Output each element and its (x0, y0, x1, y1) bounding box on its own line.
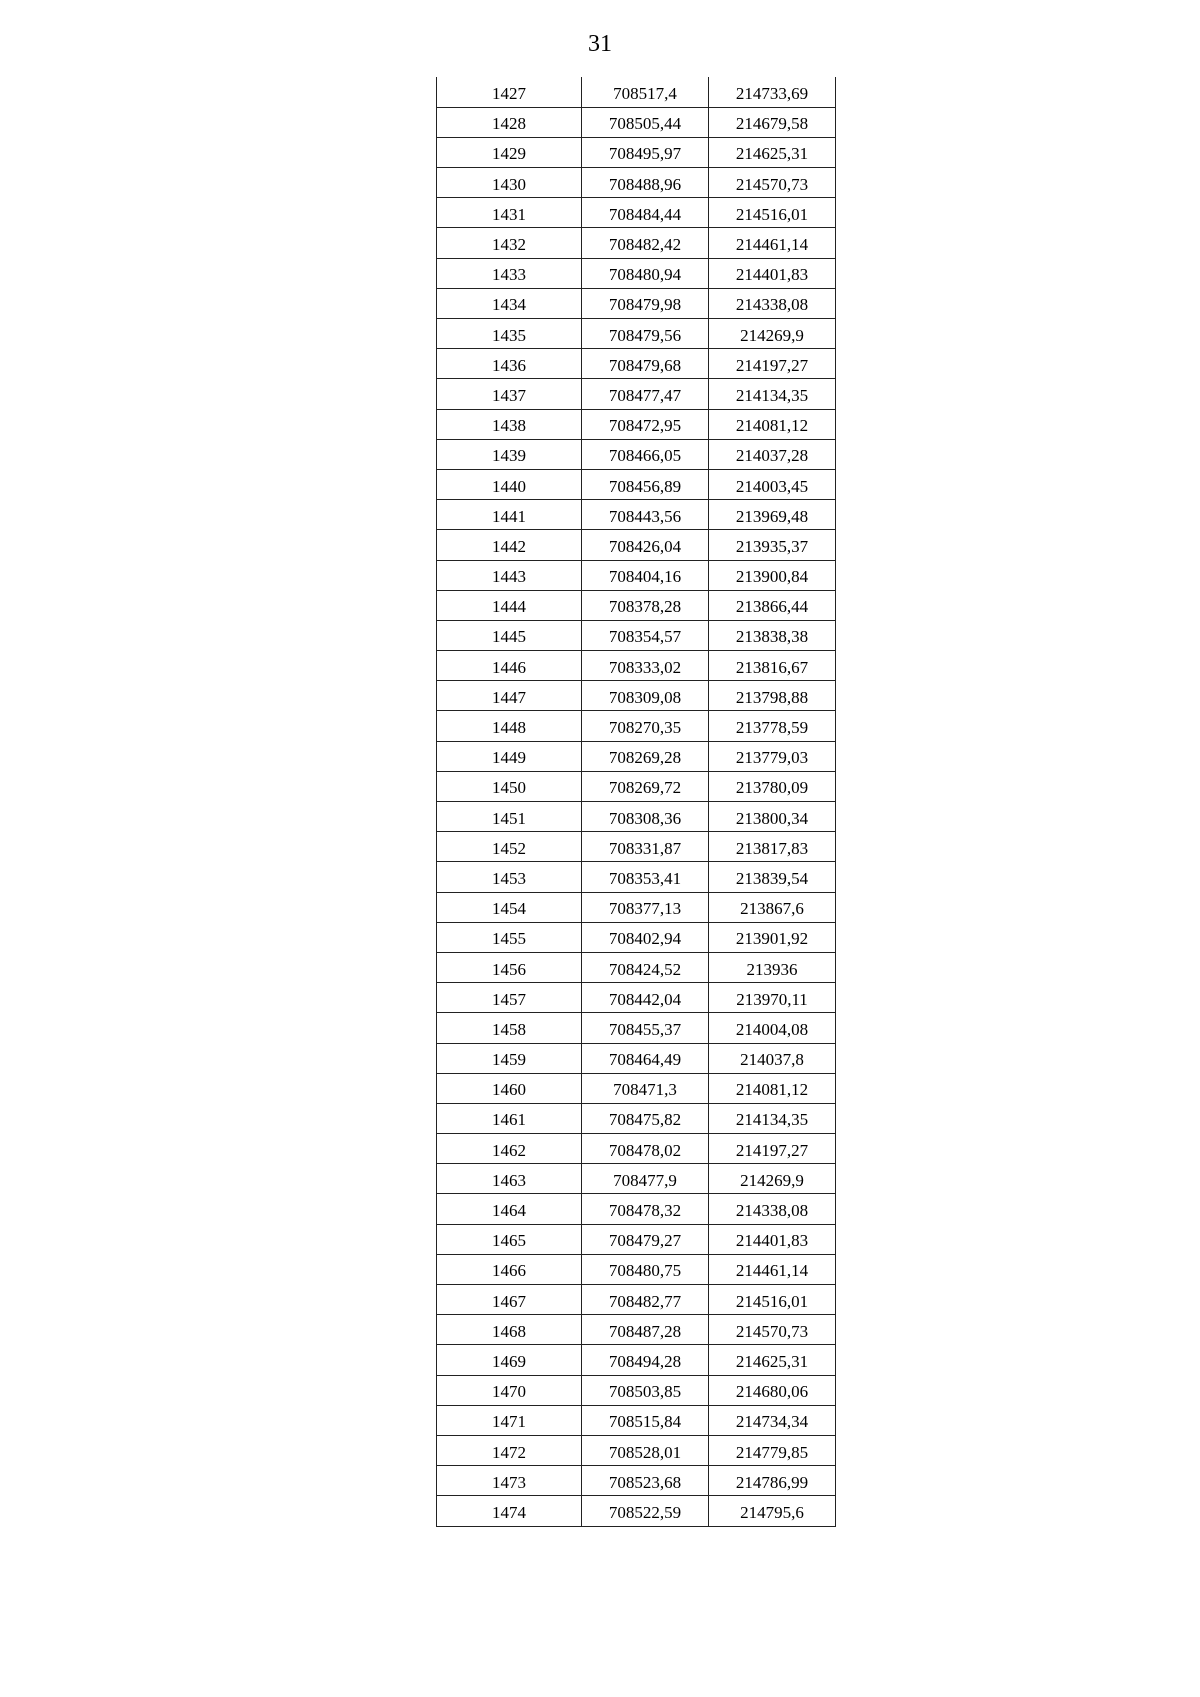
y-coordinate-cell: 214734,34 (709, 1405, 836, 1435)
x-coordinate-cell: 708482,77 (582, 1285, 709, 1315)
x-coordinate-cell: 708488,96 (582, 168, 709, 198)
x-coordinate-cell: 708495,97 (582, 137, 709, 167)
point-number-cell: 1435 (437, 319, 582, 349)
table-row (437, 77, 836, 107)
y-coordinate-cell: 214197,27 (709, 349, 836, 379)
point-number-cell: 1450 (437, 771, 582, 801)
y-coordinate-cell: 214338,08 (709, 1194, 836, 1224)
point-number-cell: 1434 (437, 288, 582, 318)
y-coordinate-cell: 213798,88 (709, 681, 836, 711)
table-row (437, 319, 836, 349)
y-coordinate-cell: 213800,34 (709, 802, 836, 832)
x-coordinate-cell: 708466,05 (582, 439, 709, 469)
table-row (437, 288, 836, 318)
y-coordinate-cell: 214134,35 (709, 1103, 836, 1133)
point-number-cell: 1432 (437, 228, 582, 258)
y-coordinate-cell: 214625,31 (709, 1345, 836, 1375)
table-row (437, 137, 836, 167)
point-number-cell: 1452 (437, 832, 582, 862)
y-coordinate-cell: 213780,09 (709, 771, 836, 801)
x-coordinate-cell: 708494,28 (582, 1345, 709, 1375)
x-coordinate-cell: 708378,28 (582, 590, 709, 620)
x-coordinate-cell: 708442,04 (582, 983, 709, 1013)
x-coordinate-cell: 708480,94 (582, 258, 709, 288)
y-coordinate-cell: 214197,27 (709, 1134, 836, 1164)
x-coordinate-cell: 708309,08 (582, 681, 709, 711)
point-number-cell: 1474 (437, 1496, 582, 1526)
table-row (437, 892, 836, 922)
table-row (437, 741, 836, 771)
y-coordinate-cell: 213936 (709, 952, 836, 982)
point-number-cell: 1446 (437, 651, 582, 681)
y-coordinate-cell: 214401,83 (709, 258, 836, 288)
point-number-cell: 1445 (437, 620, 582, 650)
table-row (437, 469, 836, 499)
table-row (437, 349, 836, 379)
y-coordinate-cell: 214461,14 (709, 1254, 836, 1284)
table-row (437, 107, 836, 137)
y-coordinate-cell: 213838,38 (709, 620, 836, 650)
table-row (437, 651, 836, 681)
table-row (437, 409, 836, 439)
y-coordinate-cell: 213867,6 (709, 892, 836, 922)
y-coordinate-cell: 214401,83 (709, 1224, 836, 1254)
point-number-cell: 1472 (437, 1435, 582, 1465)
x-coordinate-cell: 708269,72 (582, 771, 709, 801)
page-number: 31 (588, 31, 612, 57)
y-coordinate-cell: 213969,48 (709, 500, 836, 530)
y-coordinate-cell: 214037,28 (709, 439, 836, 469)
point-number-cell: 1470 (437, 1375, 582, 1405)
table-row (437, 832, 836, 862)
y-coordinate-cell: 213779,03 (709, 741, 836, 771)
table-row (437, 771, 836, 801)
x-coordinate-cell: 708308,36 (582, 802, 709, 832)
table-row (437, 1405, 836, 1435)
x-coordinate-cell: 708487,28 (582, 1315, 709, 1345)
x-coordinate-cell: 708270,35 (582, 711, 709, 741)
y-coordinate-cell: 214795,6 (709, 1496, 836, 1526)
y-coordinate-cell: 213900,84 (709, 560, 836, 590)
x-coordinate-cell: 708503,85 (582, 1375, 709, 1405)
point-number-cell: 1458 (437, 1013, 582, 1043)
table-row (437, 1496, 836, 1526)
y-coordinate-cell: 214570,73 (709, 1315, 836, 1345)
point-number-cell: 1427 (437, 77, 582, 107)
x-coordinate-cell: 708404,16 (582, 560, 709, 590)
point-number-cell: 1430 (437, 168, 582, 198)
y-coordinate-cell: 213901,92 (709, 922, 836, 952)
x-coordinate-cell: 708482,42 (582, 228, 709, 258)
x-coordinate-cell: 708353,41 (582, 862, 709, 892)
x-coordinate-cell: 708424,52 (582, 952, 709, 982)
point-number-cell: 1439 (437, 439, 582, 469)
table-row (437, 952, 836, 982)
point-number-cell: 1436 (437, 349, 582, 379)
point-number-cell: 1456 (437, 952, 582, 982)
x-coordinate-cell: 708402,94 (582, 922, 709, 952)
point-number-cell: 1461 (437, 1103, 582, 1133)
x-coordinate-cell: 708479,27 (582, 1224, 709, 1254)
y-coordinate-cell: 213970,11 (709, 983, 836, 1013)
y-coordinate-cell: 214081,12 (709, 409, 836, 439)
x-coordinate-cell: 708377,13 (582, 892, 709, 922)
x-coordinate-cell: 708484,44 (582, 198, 709, 228)
table-row (437, 1164, 836, 1194)
y-coordinate-cell: 214003,45 (709, 469, 836, 499)
table-row (437, 1013, 836, 1043)
x-coordinate-cell: 708464,49 (582, 1043, 709, 1073)
point-number-cell: 1454 (437, 892, 582, 922)
table-row (437, 983, 836, 1013)
table-row (437, 379, 836, 409)
point-number-cell: 1466 (437, 1254, 582, 1284)
point-number-cell: 1462 (437, 1134, 582, 1164)
x-coordinate-cell: 708443,56 (582, 500, 709, 530)
coordinates-table (436, 77, 836, 1527)
table-row (437, 1194, 836, 1224)
y-coordinate-cell: 214516,01 (709, 198, 836, 228)
point-number-cell: 1459 (437, 1043, 582, 1073)
point-number-cell: 1440 (437, 469, 582, 499)
x-coordinate-cell: 708354,57 (582, 620, 709, 650)
x-coordinate-cell: 708478,02 (582, 1134, 709, 1164)
x-coordinate-cell: 708522,59 (582, 1496, 709, 1526)
table-row (437, 1224, 836, 1254)
table-row (437, 258, 836, 288)
table-row (437, 862, 836, 892)
table-row (437, 1103, 836, 1133)
y-coordinate-cell: 214625,31 (709, 137, 836, 167)
table-row (437, 439, 836, 469)
point-number-cell: 1467 (437, 1285, 582, 1315)
point-number-cell: 1449 (437, 741, 582, 771)
point-number-cell: 1460 (437, 1073, 582, 1103)
point-number-cell: 1471 (437, 1405, 582, 1435)
table-row (437, 1466, 836, 1496)
point-number-cell: 1448 (437, 711, 582, 741)
x-coordinate-cell: 708426,04 (582, 530, 709, 560)
y-coordinate-cell: 214779,85 (709, 1435, 836, 1465)
point-number-cell: 1453 (437, 862, 582, 892)
table-row (437, 530, 836, 560)
y-coordinate-cell: 214786,99 (709, 1466, 836, 1496)
table-row (437, 1285, 836, 1315)
x-coordinate-cell: 708475,82 (582, 1103, 709, 1133)
y-coordinate-cell: 214733,69 (709, 77, 836, 107)
table-row (437, 1375, 836, 1405)
point-number-cell: 1429 (437, 137, 582, 167)
x-coordinate-cell: 708479,98 (582, 288, 709, 318)
table-row (437, 1345, 836, 1375)
point-number-cell: 1455 (437, 922, 582, 952)
x-coordinate-cell: 708471,3 (582, 1073, 709, 1103)
table-row (437, 228, 836, 258)
point-number-cell: 1465 (437, 1224, 582, 1254)
table-row (437, 590, 836, 620)
y-coordinate-cell: 213866,44 (709, 590, 836, 620)
point-number-cell: 1473 (437, 1466, 582, 1496)
x-coordinate-cell: 708472,95 (582, 409, 709, 439)
y-coordinate-cell: 214338,08 (709, 288, 836, 318)
table-row (437, 560, 836, 590)
y-coordinate-cell: 213817,83 (709, 832, 836, 862)
x-coordinate-cell: 708479,68 (582, 349, 709, 379)
y-coordinate-cell: 214269,9 (709, 319, 836, 349)
x-coordinate-cell: 708478,32 (582, 1194, 709, 1224)
x-coordinate-cell: 708477,9 (582, 1164, 709, 1194)
table-row (437, 681, 836, 711)
point-number-cell: 1431 (437, 198, 582, 228)
x-coordinate-cell: 708523,68 (582, 1466, 709, 1496)
x-coordinate-cell: 708528,01 (582, 1435, 709, 1465)
x-coordinate-cell: 708505,44 (582, 107, 709, 137)
y-coordinate-cell: 214516,01 (709, 1285, 836, 1315)
table-row (437, 1315, 836, 1345)
y-coordinate-cell: 214269,9 (709, 1164, 836, 1194)
x-coordinate-cell: 708331,87 (582, 832, 709, 862)
y-coordinate-cell: 214081,12 (709, 1073, 836, 1103)
y-coordinate-cell: 214461,14 (709, 228, 836, 258)
x-coordinate-cell: 708456,89 (582, 469, 709, 499)
point-number-cell: 1438 (437, 409, 582, 439)
y-coordinate-cell: 214679,58 (709, 107, 836, 137)
table-row (437, 802, 836, 832)
y-coordinate-cell: 214004,08 (709, 1013, 836, 1043)
point-number-cell: 1441 (437, 500, 582, 530)
y-coordinate-cell: 214037,8 (709, 1043, 836, 1073)
point-number-cell: 1444 (437, 590, 582, 620)
point-number-cell: 1463 (437, 1164, 582, 1194)
point-number-cell: 1428 (437, 107, 582, 137)
y-coordinate-cell: 213935,37 (709, 530, 836, 560)
x-coordinate-cell: 708269,28 (582, 741, 709, 771)
x-coordinate-cell: 708517,4 (582, 77, 709, 107)
x-coordinate-cell: 708479,56 (582, 319, 709, 349)
table-row (437, 620, 836, 650)
y-coordinate-cell: 213839,54 (709, 862, 836, 892)
table-row (437, 922, 836, 952)
table-row (437, 1254, 836, 1284)
table-row (437, 1435, 836, 1465)
point-number-cell: 1433 (437, 258, 582, 288)
y-coordinate-cell: 213778,59 (709, 711, 836, 741)
point-number-cell: 1469 (437, 1345, 582, 1375)
point-number-cell: 1464 (437, 1194, 582, 1224)
table-row (437, 1134, 836, 1164)
point-number-cell: 1468 (437, 1315, 582, 1345)
point-number-cell: 1442 (437, 530, 582, 560)
point-number-cell: 1457 (437, 983, 582, 1013)
point-number-cell: 1437 (437, 379, 582, 409)
x-coordinate-cell: 708477,47 (582, 379, 709, 409)
y-coordinate-cell: 214570,73 (709, 168, 836, 198)
y-coordinate-cell: 214134,35 (709, 379, 836, 409)
table-row (437, 1073, 836, 1103)
y-coordinate-cell: 214680,06 (709, 1375, 836, 1405)
y-coordinate-cell: 213816,67 (709, 651, 836, 681)
x-coordinate-cell: 708333,02 (582, 651, 709, 681)
table-row (437, 711, 836, 741)
x-coordinate-cell: 708455,37 (582, 1013, 709, 1043)
x-coordinate-cell: 708480,75 (582, 1254, 709, 1284)
table-row (437, 500, 836, 530)
point-number-cell: 1451 (437, 802, 582, 832)
coordinates-table-body (437, 77, 836, 1526)
table-row (437, 1043, 836, 1073)
table-row (437, 168, 836, 198)
point-number-cell: 1443 (437, 560, 582, 590)
table-row (437, 198, 836, 228)
x-coordinate-cell: 708515,84 (582, 1405, 709, 1435)
point-number-cell: 1447 (437, 681, 582, 711)
